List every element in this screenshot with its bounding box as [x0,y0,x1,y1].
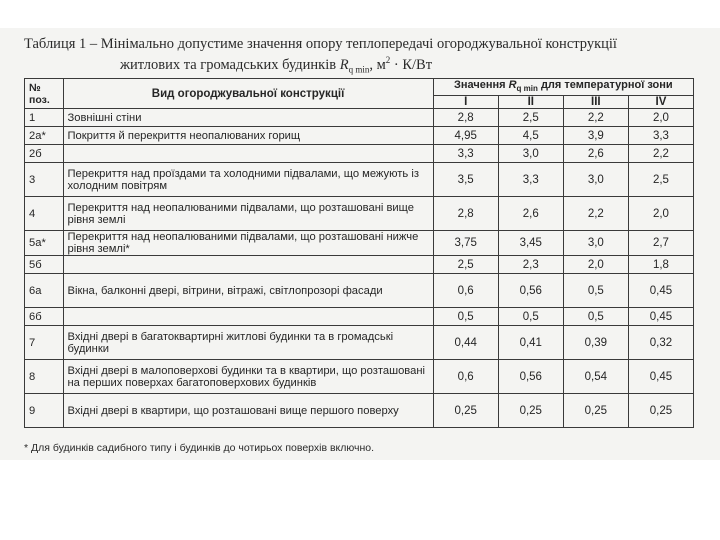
table-row [25,109,694,127]
row-value-zone-1: 0,25 [433,394,498,428]
row-value-zone-4: 0,45 [628,308,693,326]
header-values-symbol: R [508,79,517,91]
footnote: * Для будинків садибного типу і будинків до чотирьох поверхів включно. [24,442,375,454]
row-num: 6а [25,274,64,308]
caption-line-1: Таблиця 1 – Мінімально допустиме значення опору теплопередачі огороджувальної конструкції [24,36,617,52]
row-vid [63,145,433,163]
resistance-table [24,78,694,428]
header-values-sub: q min [516,84,538,94]
row-value-zone-2: 2,6 [498,197,563,231]
row-num: 1 [25,109,64,127]
row-num: 3 [25,163,64,197]
row-value-zone-4: 2,7 [628,231,693,256]
row-num: 8 [25,360,64,394]
row-vid: Покриття й перекриття неопалюваних горищ [63,127,433,145]
row-value-zone-3: 0,54 [563,360,628,394]
row-value-zone-1: 3,3 [433,145,498,163]
row-value-zone-4: 2,2 [628,145,693,163]
table-body [25,109,694,428]
row-value-zone-3: 0,25 [563,394,628,428]
row-value-zone-1: 0,6 [433,274,498,308]
header-zone-1: I [433,96,498,109]
row-value-zone-2: 0,56 [498,360,563,394]
row-num: 2б [25,145,64,163]
row-vid [63,256,433,274]
caption-line-2 [24,52,714,78]
row-value-zone-2: 0,5 [498,308,563,326]
row-value-zone-1: 3,75 [433,231,498,256]
row-value-zone-3: 2,2 [563,109,628,127]
row-value-zone-3: 3,9 [563,127,628,145]
table-row [25,394,694,428]
row-value-zone-4: 1,8 [628,256,693,274]
row-value-zone-1: 2,8 [433,197,498,231]
row-value-zone-4: 0,25 [628,394,693,428]
header-zone-4: IV [628,96,693,109]
row-value-zone-2: 4,5 [498,127,563,145]
row-value-zone-1: 2,5 [433,256,498,274]
row-value-zone-2: 2,3 [498,256,563,274]
row-value-zone-1: 3,5 [433,163,498,197]
table-row [25,163,694,197]
row-value-zone-2: 2,5 [498,109,563,127]
row-value-zone-1: 2,8 [433,109,498,127]
row-value-zone-4: 2,0 [628,197,693,231]
table-row [25,145,694,163]
row-vid: Перекриття над неопалюваними підвалами, що розташовані нижче рівня землі* [63,231,433,256]
row-value-zone-4: 0,32 [628,326,693,360]
row-num: 7 [25,326,64,360]
table-row [25,256,694,274]
row-value-zone-4: 3,3 [628,127,693,145]
row-value-zone-4: 2,5 [628,163,693,197]
row-value-zone-1: 0,44 [433,326,498,360]
row-value-zone-1: 0,6 [433,360,498,394]
caption-symbol: R [339,56,349,73]
row-num: 9 [25,394,64,428]
header-values-prefix: Значення [453,79,509,91]
row-value-zone-3: 2,2 [563,197,628,231]
row-value-zone-3: 2,0 [563,256,628,274]
caption-line-2-text: житлових та громадських будинків [120,56,337,73]
row-value-zone-3: 3,0 [563,163,628,197]
row-num: 4 [25,197,64,231]
table-row [25,308,694,326]
row-vid: Перекриття над неопалюваними підвалами, що розташовані вище рівня землі [63,197,433,231]
caption-unit-sup: 2 [385,55,391,65]
header-values-suffix: для температурної зони [537,79,673,91]
table-caption [24,36,714,78]
table-row [25,127,694,145]
row-value-zone-2: 0,41 [498,326,563,360]
row-num: 6б [25,308,64,326]
row-value-zone-2: 3,45 [498,231,563,256]
row-vid: Перекриття над проїздами та холодними підвалами, що межують із холодним повітрям [63,163,433,197]
row-value-zone-3: 0,39 [563,326,628,360]
row-num: 2а* [25,127,64,145]
table-row [25,326,694,360]
scanned-page [0,28,720,460]
header-values [433,79,693,96]
row-value-zone-3: 0,5 [563,274,628,308]
table-row [25,231,694,256]
header-vid: Вид огороджувальної конструкції [63,79,433,109]
row-value-zone-3: 0,5 [563,308,628,326]
row-vid: Зовнішні стіни [63,109,433,127]
row-vid: Вхідні двері в квартири, що розташовані вище першого поверху [63,394,433,428]
row-num: 5а* [25,231,64,256]
row-value-zone-2: 0,25 [498,394,563,428]
row-value-zone-4: 0,45 [628,274,693,308]
header-zone-2: II [498,96,563,109]
row-value-zone-1: 4,95 [433,127,498,145]
row-value-zone-2: 3,3 [498,163,563,197]
table-row [25,360,694,394]
row-vid: Вікна, балконні двері, вітрини, вітражі, світлопрозорі фасади [63,274,433,308]
row-value-zone-1: 0,5 [433,308,498,326]
row-value-zone-4: 2,0 [628,109,693,127]
row-value-zone-2: 3,0 [498,145,563,163]
row-value-zone-3: 2,6 [563,145,628,163]
row-vid [63,308,433,326]
table-row [25,274,694,308]
row-vid: Вхідні двері в багатоквартирні житлові будинки та в громадські будинки [63,326,433,360]
caption-unit-prefix: , м [369,56,386,73]
row-value-zone-4: 0,45 [628,360,693,394]
header-zone-3: III [563,96,628,109]
caption-symbol-sub: q min [348,64,370,75]
header-num: № поз. [25,79,64,109]
row-vid: Вхідні двері в малоповерхові будинки та в квартири, що розташовані на перших поверхах багатоповерхових будинків [63,360,433,394]
row-value-zone-2: 0,56 [498,274,563,308]
caption-unit-suffix: · К/Вт [390,56,433,73]
table-row [25,197,694,231]
row-num: 5б [25,256,64,274]
row-value-zone-3: 3,0 [563,231,628,256]
